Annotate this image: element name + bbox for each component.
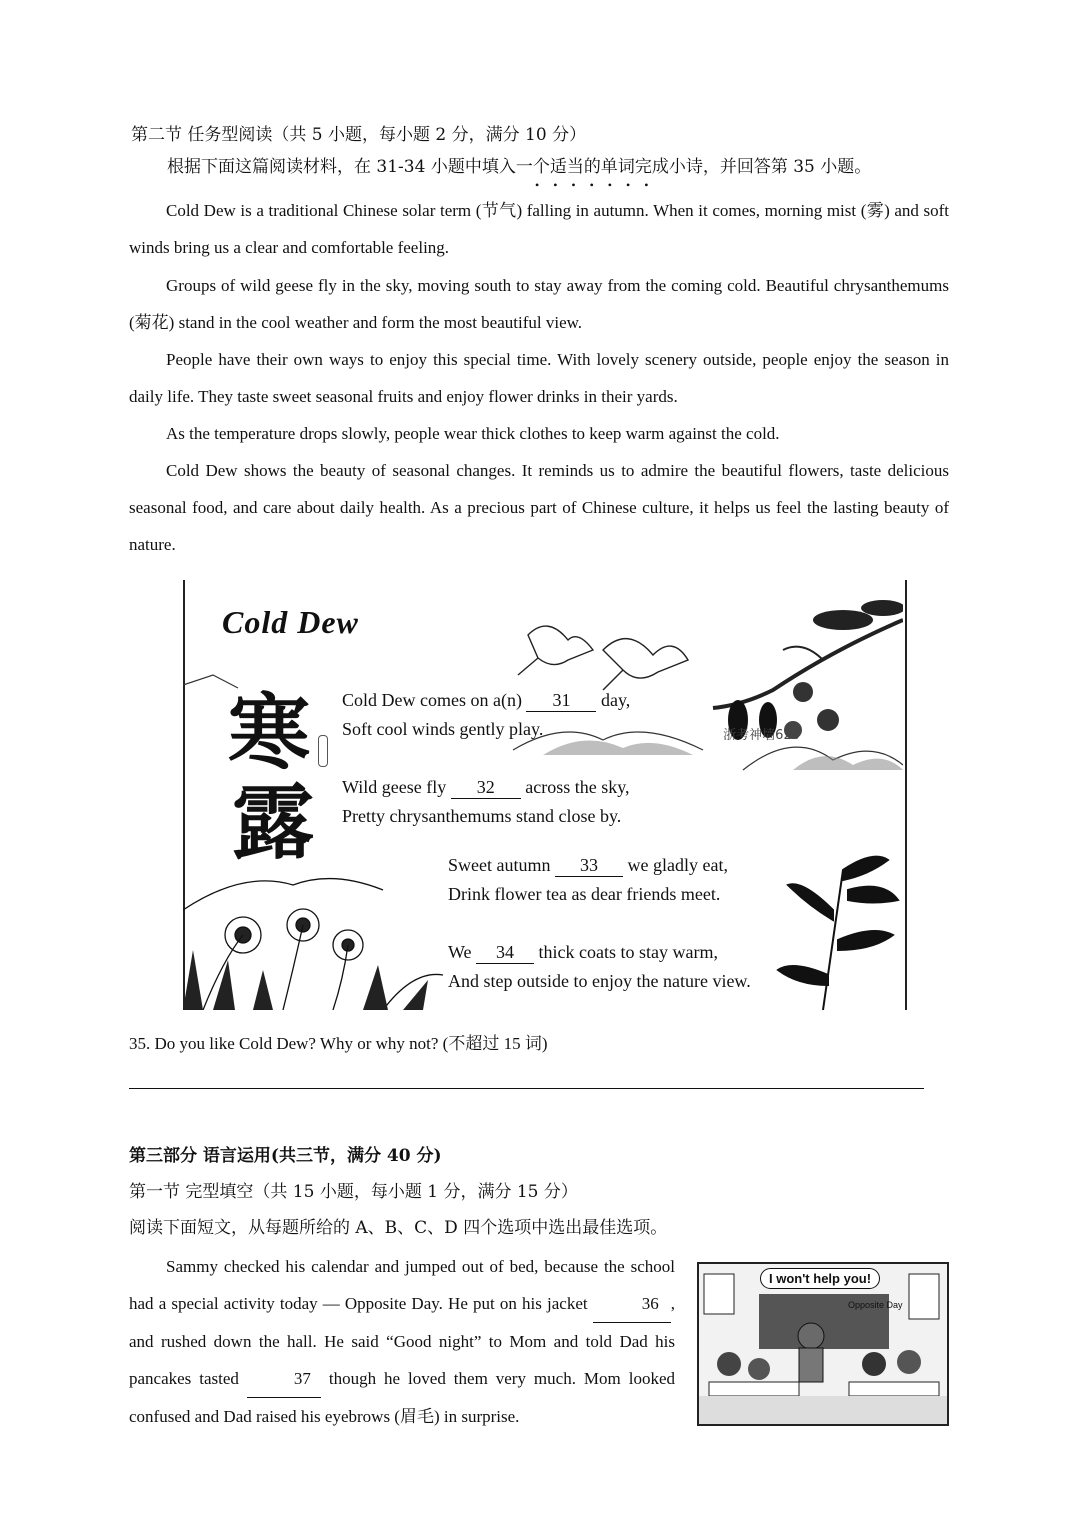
part3-heading: 第三部分 语言运用(共三节，满分 40 分): [129, 1146, 442, 1166]
passage-paragraph-1: Cold Dew is a traditional Chinese solar term (节气) falling in autumn. When it comes, morning mist (雾) and soft winds bring us a clear and comfortable feeling.: [129, 201, 949, 257]
passage-paragraph-3: People have their own ways to enjoy this special time. With lovely scenery outside, people enjoy the season in daily life. They taste sweet seasonal fruits and enjoy flower drinks in their yards.: [129, 350, 949, 406]
answer-line: [129, 1088, 924, 1089]
poem-line-3: [342, 777, 630, 799]
passage-paragraph-4: As the temperature drops slowly, people wear thick clothes to keep warm against the cold.: [166, 424, 780, 443]
branch-illustration: [713, 600, 903, 740]
bamboo-illustration: [778, 857, 898, 1010]
chinese-char-han: 寒: [228, 685, 311, 781]
question-35: 35. Do you like Cold Dew? Why or why not? (不超过 15 词): [129, 1034, 548, 1053]
cloze-text: , and rushed down the hall. He said “Good night” to Mom and told Dad his pancakes tasted: [129, 1294, 675, 1388]
poem-line-1: [342, 690, 630, 712]
blank-34: 34: [476, 942, 534, 964]
emphasis-dots: •••••••: [535, 178, 663, 192]
poem-line-text: day,: [600, 690, 631, 710]
poem-line-text: Wild geese fly: [342, 777, 447, 797]
poem-line-8: And step outside to enjoy the nature view.: [448, 971, 751, 991]
crane-illustration: [518, 626, 688, 690]
speech-bubble: I won't help you!: [760, 1268, 880, 1289]
poem-line-7: [448, 942, 718, 964]
blank-36: 36: [593, 1285, 671, 1323]
mountain-fill: [543, 740, 903, 770]
grass-illustration: [183, 950, 428, 1010]
blank-33: 33: [555, 855, 623, 877]
blackboard-sign: Opposite Day: [848, 1300, 903, 1310]
blank-37: 37: [247, 1360, 321, 1398]
poem-title: Cold Dew: [222, 604, 359, 640]
poem-line-text: Cold Dew comes on a(n): [342, 690, 522, 710]
section-heading: 第二节 任务型阅读（共 5 小题，每小题 2 分，满分 10 分）: [131, 125, 587, 145]
part3-instruction: 阅读下面短文，从每题所给的 A、B、C、D 四个选项中选出最佳选项。: [129, 1218, 668, 1238]
poem-line-4: Pretty chrysanthemums stand close by.: [342, 806, 622, 826]
cloze-text: though he loved them very much. Mom looked confused and Dad raised his eyebrows (眉毛) in surprise.: [129, 1369, 675, 1426]
watermark-text: 浙考神墙620: [723, 728, 800, 743]
poem-line-2: Soft cool winds gently play.: [342, 719, 544, 739]
poem-line-text: thick coats to stay warm,: [538, 942, 719, 962]
blank-31: 31: [526, 690, 596, 712]
poem-line-6: Drink flower tea as dear friends meet.: [448, 884, 721, 904]
passage-paragraph-5: Cold Dew shows the beauty of seasonal changes. It reminds us to admire the beautiful flowers, taste delicious seasonal food, and care about daily health. As a precious part of Chinese culture, it helps us feel the lasting beauty of nature.: [129, 461, 949, 554]
section-instruction: 根据下面这篇阅读材料，在 31-34 小题中填入一个适当的单词完成小诗，并回答第 35 小题。: [167, 157, 872, 177]
passage-paragraph-2: Groups of wild geese fly in the sky, moving south to stay away from the coming cold. Beautiful chrysanthemums (菊花) stand in the cool weather and form the most beautiful view.: [129, 276, 949, 332]
blank-32: 32: [451, 777, 521, 799]
cloze-text: Sammy checked his calendar and jumped out of bed, because the school had a special activity today — Opposite Day. He put on his jacket: [129, 1257, 675, 1313]
poem-line-5: [448, 855, 728, 877]
seal-stamp: [318, 735, 328, 767]
chinese-char-lu: 露: [232, 775, 315, 871]
poem-line-text: We: [448, 942, 472, 962]
poem-line-text: we gladly eat,: [627, 855, 728, 875]
part3-subheading: 第一节 完型填空（共 15 小题，每小题 1 分，满分 15 分）: [129, 1182, 578, 1202]
poem-line-text: across the sky,: [525, 777, 630, 797]
cloze-paragraph: [129, 1248, 675, 1435]
poem-line-text: Sweet autumn: [448, 855, 551, 875]
